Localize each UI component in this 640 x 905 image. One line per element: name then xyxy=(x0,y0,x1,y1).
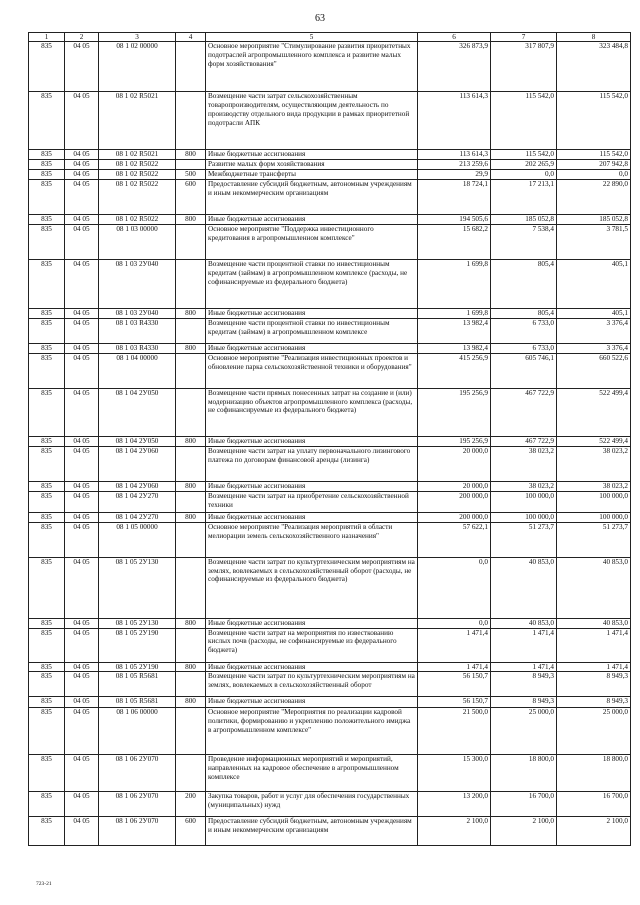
table-body xyxy=(29,42,631,846)
row-cell-col1: 835 xyxy=(29,343,65,353)
footer-code: 723-21 xyxy=(36,881,52,887)
row-cell-col1: 835 xyxy=(29,436,65,446)
row-cell-col3: 08 1 05 2У130 xyxy=(99,618,176,628)
row-cell-col1: 835 xyxy=(29,522,65,557)
row-cell-col3: 08 1 02 R5022 xyxy=(99,179,176,214)
row-cell-col2: 04 05 xyxy=(65,318,99,343)
row-cell-col4: 800 xyxy=(176,343,206,353)
row-amount-col6: 21 500,0 xyxy=(418,708,491,755)
row-description: Возмещение части затрат сельскохозяйственным товаропроизводителям, осуществляющим деятельность по производству отдельного вида продукции в рамках приоритетной подотрасли АПК xyxy=(206,92,418,150)
table-row xyxy=(29,259,631,308)
row-cell-col1: 835 xyxy=(29,308,65,318)
row-description: Иные бюджетные ассигнования xyxy=(206,662,418,672)
row-cell-col3: 08 1 03 R4330 xyxy=(99,343,176,353)
row-cell-col4 xyxy=(176,353,206,388)
row-amount-col8: 3 376,4 xyxy=(557,343,631,353)
row-cell-col4 xyxy=(176,628,206,662)
row-amount-col7: 8 949,3 xyxy=(491,697,557,708)
row-cell-col2: 04 05 xyxy=(65,214,99,224)
row-amount-col6: 1 699,8 xyxy=(418,259,491,308)
row-cell-col2: 04 05 xyxy=(65,708,99,755)
row-amount-col7: 1 471,4 xyxy=(491,662,557,672)
row-description: Возмещение части процентной ставки по инвестиционным кредитам (займам) в агропромышленном комплексе (расходы, не софинансируемые из федерального бюджета) xyxy=(206,259,418,308)
row-amount-col7: 467 722,9 xyxy=(491,388,557,436)
table-row xyxy=(29,179,631,214)
row-cell-col2: 04 05 xyxy=(65,662,99,672)
row-amount-col8: 2 100,0 xyxy=(557,817,631,846)
row-amount-col7: 16 700,0 xyxy=(491,792,557,817)
table-row xyxy=(29,662,631,672)
row-amount-col8: 207 942,8 xyxy=(557,159,631,169)
row-amount-col7: 202 265,9 xyxy=(491,159,557,169)
row-cell-col3: 08 1 02 R5021 xyxy=(99,92,176,150)
row-cell-col1: 835 xyxy=(29,755,65,792)
table-row xyxy=(29,42,631,92)
row-amount-col6: 56 150,7 xyxy=(418,672,491,697)
row-amount-col7: 38 023,2 xyxy=(491,446,557,481)
row-amount-col7: 115 542,0 xyxy=(491,92,557,150)
row-cell-col1: 835 xyxy=(29,557,65,618)
table-row xyxy=(29,522,631,557)
row-description: Возмещение части затрат по культуртехническим мероприятиям на землях, вовлекаемых в сельскохозяйственный оборот (расходы, не софинансируемые из федерального бюджета) xyxy=(206,557,418,618)
row-cell-col2: 04 05 xyxy=(65,491,99,512)
row-description: Иные бюджетные ассигнования xyxy=(206,343,418,353)
row-cell-col3: 08 1 05 R5681 xyxy=(99,672,176,697)
row-cell-col2: 04 05 xyxy=(65,522,99,557)
table-row xyxy=(29,92,631,150)
row-amount-col8: 3 376,4 xyxy=(557,318,631,343)
table-row xyxy=(29,353,631,388)
row-amount-col8: 1 471,4 xyxy=(557,662,631,672)
row-amount-col8: 18 800,0 xyxy=(557,755,631,792)
row-amount-col8: 25 000,0 xyxy=(557,708,631,755)
row-cell-col2: 04 05 xyxy=(65,179,99,214)
row-cell-col1: 835 xyxy=(29,318,65,343)
row-amount-col8: 3 781,5 xyxy=(557,224,631,259)
row-cell-col4: 800 xyxy=(176,512,206,522)
row-description: Иные бюджетные ассигнования xyxy=(206,618,418,628)
row-amount-col6: 56 150,7 xyxy=(418,697,491,708)
row-amount-col7: 2 100,0 xyxy=(491,817,557,846)
row-amount-col8: 8 949,3 xyxy=(557,672,631,697)
row-cell-col4 xyxy=(176,446,206,481)
row-cell-col1: 835 xyxy=(29,353,65,388)
row-cell-col3: 08 1 04 2У050 xyxy=(99,436,176,446)
row-amount-col6: 1 471,4 xyxy=(418,662,491,672)
row-cell-col4: 500 xyxy=(176,169,206,179)
row-amount-col7: 8 949,3 xyxy=(491,672,557,697)
row-amount-col6: 57 622,1 xyxy=(418,522,491,557)
row-amount-col7: 0,0 xyxy=(491,169,557,179)
row-amount-col7: 6 733,0 xyxy=(491,343,557,353)
row-amount-col7: 6 733,0 xyxy=(491,318,557,343)
row-cell-col2: 04 05 xyxy=(65,557,99,618)
row-cell-col1: 835 xyxy=(29,708,65,755)
row-cell-col1: 835 xyxy=(29,792,65,817)
row-amount-col8: 100 000,0 xyxy=(557,491,631,512)
row-amount-col6: 15 300,0 xyxy=(418,755,491,792)
row-description: Основное мероприятие "Мероприятия по реализации кадровой политики, формированию и укреплению положительного имиджа в агропромышленном комплексе" xyxy=(206,708,418,755)
row-amount-col8: 115 542,0 xyxy=(557,150,631,160)
row-description: Иные бюджетные ассигнования xyxy=(206,512,418,522)
row-amount-col8: 522 499,4 xyxy=(557,436,631,446)
row-cell-col2: 04 05 xyxy=(65,697,99,708)
row-cell-col3: 08 1 02 R5022 xyxy=(99,169,176,179)
row-cell-col3: 08 1 02 R5022 xyxy=(99,214,176,224)
row-amount-col7: 100 000,0 xyxy=(491,512,557,522)
table-row xyxy=(29,618,631,628)
row-cell-col1: 835 xyxy=(29,481,65,491)
row-description: Иные бюджетные ассигнования xyxy=(206,697,418,708)
row-description: Иные бюджетные ассигнования xyxy=(206,436,418,446)
row-cell-col2: 04 05 xyxy=(65,150,99,160)
row-cell-col1: 835 xyxy=(29,169,65,179)
table-row xyxy=(29,708,631,755)
row-amount-col6: 18 724,1 xyxy=(418,179,491,214)
row-cell-col3: 08 1 04 2У050 xyxy=(99,388,176,436)
row-amount-col8: 100 000,0 xyxy=(557,512,631,522)
row-cell-col4 xyxy=(176,224,206,259)
row-amount-col6: 113 614,3 xyxy=(418,150,491,160)
row-amount-col8: 115 542,0 xyxy=(557,92,631,150)
table-row xyxy=(29,817,631,846)
column-number: 5 xyxy=(206,33,418,42)
row-amount-col6: 0,0 xyxy=(418,618,491,628)
row-description: Возмещение части затрат на уплату первоначального лизингового платежа по договорам финансовой аренды (лизинга) xyxy=(206,446,418,481)
row-amount-col7: 17 213,1 xyxy=(491,179,557,214)
row-cell-col3: 08 1 05 R5681 xyxy=(99,697,176,708)
row-cell-col2: 04 05 xyxy=(65,436,99,446)
row-cell-col3: 08 1 06 00000 xyxy=(99,708,176,755)
row-cell-col1: 835 xyxy=(29,150,65,160)
row-cell-col4: 200 xyxy=(176,792,206,817)
row-cell-col4 xyxy=(176,491,206,512)
row-amount-col7: 25 000,0 xyxy=(491,708,557,755)
row-amount-col6: 213 259,6 xyxy=(418,159,491,169)
row-cell-col2: 04 05 xyxy=(65,353,99,388)
row-amount-col6: 195 256,9 xyxy=(418,436,491,446)
row-description: Основное мероприятие "Реализация инвестиционных проектов и обновление парка сельскохозяйственной техники и оборудования" xyxy=(206,353,418,388)
row-amount-col8: 405,1 xyxy=(557,308,631,318)
row-description: Закупка товаров, работ и услуг для обеспечения государственных (муниципальных) нужд xyxy=(206,792,418,817)
row-description: Иные бюджетные ассигнования xyxy=(206,308,418,318)
row-amount-col6: 20 000,0 xyxy=(418,481,491,491)
row-cell-col2: 04 05 xyxy=(65,512,99,522)
row-amount-col8: 38 023,2 xyxy=(557,446,631,481)
row-cell-col3: 08 1 03 R4330 xyxy=(99,318,176,343)
row-amount-col7: 805,4 xyxy=(491,308,557,318)
row-cell-col4 xyxy=(176,259,206,308)
page-number: 63 xyxy=(315,13,325,24)
row-cell-col3: 08 1 02 00000 xyxy=(99,42,176,92)
row-description: Основное мероприятие "Реализация мероприятий в области мелиорации земель сельскохозяйственного назначения" xyxy=(206,522,418,557)
row-cell-col1: 835 xyxy=(29,512,65,522)
table-row xyxy=(29,792,631,817)
row-cell-col1: 835 xyxy=(29,618,65,628)
row-cell-col2: 04 05 xyxy=(65,42,99,92)
row-amount-col8: 0,0 xyxy=(557,169,631,179)
row-amount-col6: 13 200,0 xyxy=(418,792,491,817)
row-cell-col3: 08 1 05 00000 xyxy=(99,522,176,557)
row-cell-col2: 04 05 xyxy=(65,259,99,308)
row-amount-col6: 1 471,4 xyxy=(418,628,491,662)
row-amount-col6: 113 614,3 xyxy=(418,92,491,150)
row-amount-col7: 185 052,8 xyxy=(491,214,557,224)
row-description: Иные бюджетные ассигнования xyxy=(206,214,418,224)
table-row xyxy=(29,672,631,697)
row-amount-col6: 326 873,9 xyxy=(418,42,491,92)
row-description: Развитие малых форм хозяйствования xyxy=(206,159,418,169)
row-cell-col4 xyxy=(176,522,206,557)
row-cell-col4: 800 xyxy=(176,618,206,628)
row-amount-col6: 200 000,0 xyxy=(418,491,491,512)
table-row xyxy=(29,446,631,481)
row-cell-col2: 04 05 xyxy=(65,672,99,697)
row-cell-col4 xyxy=(176,557,206,618)
row-cell-col4: 800 xyxy=(176,308,206,318)
row-description: Основное мероприятие "Поддержка инвестиционного кредитования в агропромышленном комплексе" xyxy=(206,224,418,259)
row-amount-col8: 51 273,7 xyxy=(557,522,631,557)
row-cell-col1: 835 xyxy=(29,159,65,169)
row-description: Межбюджетные трансферты xyxy=(206,169,418,179)
row-cell-col2: 04 05 xyxy=(65,343,99,353)
table-row xyxy=(29,388,631,436)
row-description: Предоставление субсидий бюджетным, автономным учреждениям и иным некоммерческим организациям xyxy=(206,179,418,214)
row-description: Иные бюджетные ассигнования xyxy=(206,481,418,491)
row-cell-col4 xyxy=(176,42,206,92)
row-amount-col6: 194 505,6 xyxy=(418,214,491,224)
row-cell-col1: 835 xyxy=(29,628,65,662)
row-amount-col6: 415 256,9 xyxy=(418,353,491,388)
table-row xyxy=(29,491,631,512)
row-cell-col1: 835 xyxy=(29,42,65,92)
row-amount-col8: 38 023,2 xyxy=(557,481,631,491)
row-cell-col1: 835 xyxy=(29,817,65,846)
row-cell-col2: 04 05 xyxy=(65,388,99,436)
table-row xyxy=(29,628,631,662)
row-cell-col1: 835 xyxy=(29,92,65,150)
row-description: Предоставление субсидий бюджетным, автономным учреждениям и иным некоммерческим организациям xyxy=(206,817,418,846)
row-cell-col3: 08 1 06 2У070 xyxy=(99,792,176,817)
row-amount-col7: 115 542,0 xyxy=(491,150,557,160)
table-row xyxy=(29,512,631,522)
row-amount-col7: 40 853,0 xyxy=(491,557,557,618)
row-cell-col3: 08 1 06 2У070 xyxy=(99,755,176,792)
row-description: Основное мероприятие "Стимулирование развития приоритетных подотраслей агропромышленного комплекса и развитие малых форм хозяйствования" xyxy=(206,42,418,92)
row-amount-col8: 22 890,0 xyxy=(557,179,631,214)
table-row xyxy=(29,224,631,259)
row-description: Возмещение части затрат на приобретение сельскохозяйственной техники xyxy=(206,491,418,512)
row-amount-col8: 323 484,8 xyxy=(557,42,631,92)
row-cell-col4: 800 xyxy=(176,436,206,446)
row-cell-col1: 835 xyxy=(29,491,65,512)
row-amount-col7: 100 000,0 xyxy=(491,491,557,512)
row-cell-col2: 04 05 xyxy=(65,481,99,491)
row-cell-col3: 08 1 03 00000 xyxy=(99,224,176,259)
row-cell-col3: 08 1 04 2У270 xyxy=(99,512,176,522)
row-amount-col7: 18 800,0 xyxy=(491,755,557,792)
column-number: 4 xyxy=(176,33,206,42)
row-cell-col2: 04 05 xyxy=(65,159,99,169)
row-cell-col3: 08 1 05 2У190 xyxy=(99,662,176,672)
row-cell-col1: 835 xyxy=(29,388,65,436)
row-amount-col7: 7 538,4 xyxy=(491,224,557,259)
table-row xyxy=(29,343,631,353)
row-amount-col7: 51 273,7 xyxy=(491,522,557,557)
row-amount-col7: 1 471,4 xyxy=(491,628,557,662)
row-cell-col3: 08 1 06 2У070 xyxy=(99,817,176,846)
row-amount-col6: 1 699,8 xyxy=(418,308,491,318)
row-cell-col4: 600 xyxy=(176,179,206,214)
row-amount-col6: 2 100,0 xyxy=(418,817,491,846)
row-cell-col1: 835 xyxy=(29,697,65,708)
row-cell-col1: 835 xyxy=(29,662,65,672)
row-description: Возмещение части прямых понесенных затрат на создание и (или) модернизацию объектов агропромышленного комплекса (расходы, не софинансируемые из федерального бюджета) xyxy=(206,388,418,436)
row-amount-col8: 40 853,0 xyxy=(557,557,631,618)
row-amount-col7: 40 853,0 xyxy=(491,618,557,628)
row-amount-col7: 805,4 xyxy=(491,259,557,308)
row-cell-col3: 08 1 04 2У060 xyxy=(99,481,176,491)
table-row xyxy=(29,318,631,343)
row-amount-col8: 185 052,8 xyxy=(557,214,631,224)
column-number-row xyxy=(29,33,631,42)
row-cell-col3: 08 1 03 2У040 xyxy=(99,308,176,318)
row-cell-col3: 08 1 04 2У270 xyxy=(99,491,176,512)
row-description: Иные бюджетные ассигнования xyxy=(206,150,418,160)
row-cell-col4: 800 xyxy=(176,150,206,160)
row-amount-col8: 660 522,6 xyxy=(557,353,631,388)
row-cell-col1: 835 xyxy=(29,214,65,224)
table-row xyxy=(29,150,631,160)
row-cell-col2: 04 05 xyxy=(65,308,99,318)
row-cell-col4: 800 xyxy=(176,697,206,708)
row-cell-col2: 04 05 xyxy=(65,628,99,662)
row-cell-col2: 04 05 xyxy=(65,817,99,846)
table-row xyxy=(29,755,631,792)
row-cell-col4: 800 xyxy=(176,662,206,672)
table-row xyxy=(29,557,631,618)
column-number: 2 xyxy=(65,33,99,42)
column-number: 6 xyxy=(418,33,491,42)
row-cell-col3: 08 1 05 2У130 xyxy=(99,557,176,618)
row-cell-col2: 04 05 xyxy=(65,224,99,259)
row-description: Возмещение части затрат на мероприятия по известкованию кислых почв (расходы, не софинансируемые из федерального бюджета) xyxy=(206,628,418,662)
row-cell-col2: 04 05 xyxy=(65,446,99,481)
row-cell-col1: 835 xyxy=(29,672,65,697)
row-cell-col4 xyxy=(176,672,206,697)
row-amount-col7: 605 746,1 xyxy=(491,353,557,388)
column-number: 3 xyxy=(99,33,176,42)
row-cell-col4 xyxy=(176,388,206,436)
row-cell-col3: 08 1 02 R5021 xyxy=(99,150,176,160)
row-amount-col8: 405,1 xyxy=(557,259,631,308)
row-amount-col8: 40 853,0 xyxy=(557,618,631,628)
row-cell-col3: 08 1 04 2У060 xyxy=(99,446,176,481)
table-row xyxy=(29,308,631,318)
table-row xyxy=(29,481,631,491)
table-row xyxy=(29,159,631,169)
row-cell-col3: 08 1 03 2У040 xyxy=(99,259,176,308)
row-amount-col7: 38 023,2 xyxy=(491,481,557,491)
column-number: 1 xyxy=(29,33,65,42)
row-amount-col6: 20 000,0 xyxy=(418,446,491,481)
row-cell-col2: 04 05 xyxy=(65,792,99,817)
row-cell-col2: 04 05 xyxy=(65,92,99,150)
row-amount-col8: 8 949,3 xyxy=(557,697,631,708)
row-cell-col3: 08 1 04 00000 xyxy=(99,353,176,388)
row-cell-col4 xyxy=(176,159,206,169)
row-cell-col4: 600 xyxy=(176,817,206,846)
row-description: Возмещение части процентной ставки по инвестиционным кредитам (займам) в агропромышленном комплексе xyxy=(206,318,418,343)
row-cell-col4 xyxy=(176,318,206,343)
row-cell-col1: 835 xyxy=(29,179,65,214)
row-cell-col2: 04 05 xyxy=(65,618,99,628)
row-cell-col4 xyxy=(176,92,206,150)
table-row xyxy=(29,169,631,179)
row-amount-col6: 13 982,4 xyxy=(418,318,491,343)
row-cell-col2: 04 05 xyxy=(65,755,99,792)
budget-table xyxy=(28,32,631,846)
row-amount-col6: 15 682,2 xyxy=(418,224,491,259)
row-amount-col6: 13 982,4 xyxy=(418,343,491,353)
table-row xyxy=(29,697,631,708)
row-cell-col4: 800 xyxy=(176,481,206,491)
row-cell-col1: 835 xyxy=(29,446,65,481)
row-cell-col4: 800 xyxy=(176,214,206,224)
row-cell-col3: 08 1 05 2У190 xyxy=(99,628,176,662)
row-amount-col8: 16 700,0 xyxy=(557,792,631,817)
row-amount-col6: 195 256,9 xyxy=(418,388,491,436)
row-cell-col1: 835 xyxy=(29,224,65,259)
row-cell-col3: 08 1 02 R5022 xyxy=(99,159,176,169)
row-cell-col4 xyxy=(176,708,206,755)
table-row xyxy=(29,436,631,446)
row-cell-col1: 835 xyxy=(29,259,65,308)
column-number: 7 xyxy=(491,33,557,42)
row-amount-col6: 29,9 xyxy=(418,169,491,179)
table-row xyxy=(29,214,631,224)
row-amount-col8: 522 499,4 xyxy=(557,388,631,436)
row-description: Проведение информационных мероприятий и мероприятий, направленных на кадровое обеспечение в агропромышленном комплексе xyxy=(206,755,418,792)
row-amount-col6: 0,0 xyxy=(418,557,491,618)
row-amount-col7: 467 722,9 xyxy=(491,436,557,446)
row-cell-col4 xyxy=(176,755,206,792)
row-amount-col7: 317 807,9 xyxy=(491,42,557,92)
row-cell-col2: 04 05 xyxy=(65,169,99,179)
row-amount-col8: 1 471,4 xyxy=(557,628,631,662)
row-description: Возмещение части затрат по культуртехническим мероприятиям на землях, вовлекаемых в сельскохозяйственный оборот xyxy=(206,672,418,697)
row-amount-col6: 200 000,0 xyxy=(418,512,491,522)
column-number: 8 xyxy=(557,33,631,42)
